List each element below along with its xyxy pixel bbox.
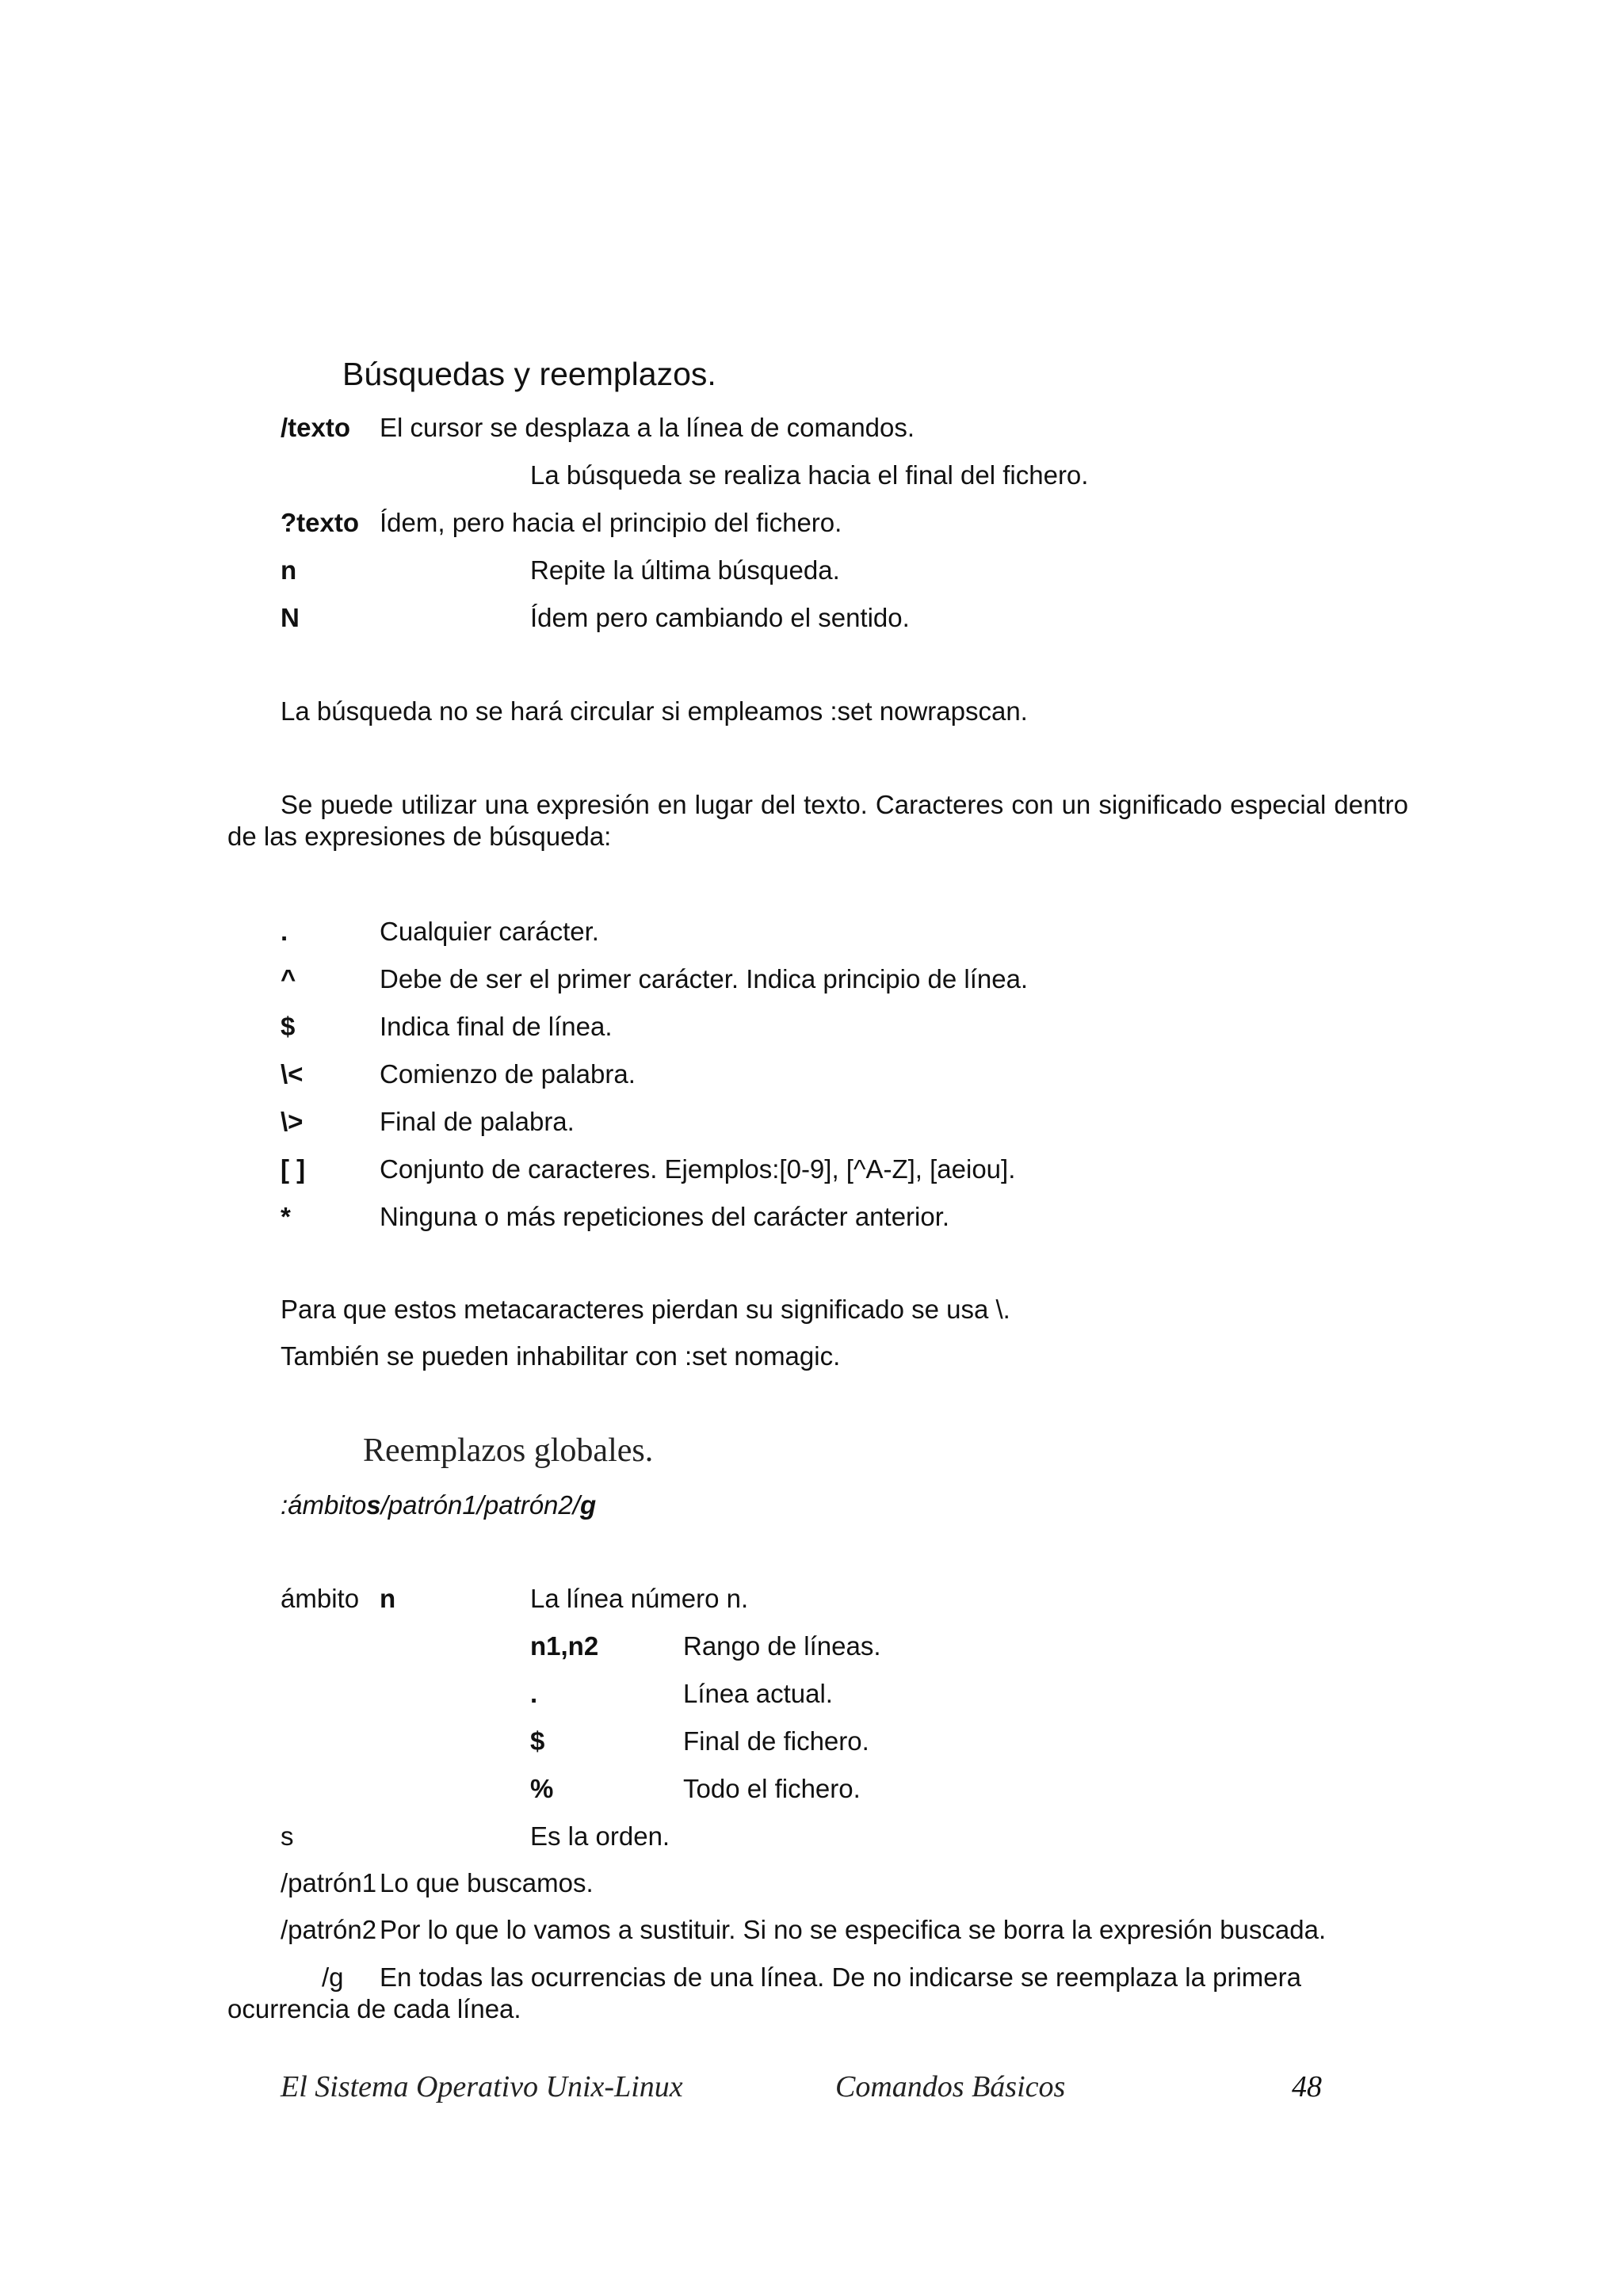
meta-desc-brackets: Conjunto de caracteres. Ejemplos:[0-9], [^A-Z], [aeiou]. xyxy=(380,1154,1016,1184)
ambito-key-range: n1,n2 xyxy=(530,1631,599,1661)
footer-chapter: Comandos Básicos xyxy=(835,2070,1066,2103)
section-title-reemplazos: Reemplazos globales. xyxy=(363,1432,654,1469)
key-texto: /texto xyxy=(281,413,351,442)
footer-book-title: El Sistema Operativo Unix-Linux xyxy=(281,2070,683,2103)
desc-texto-cont: La búsqueda se realiza hacia el final del fichero. xyxy=(530,460,1089,490)
ambito-desc-all: Todo el fichero. xyxy=(683,1774,861,1803)
meta-sym-dollar: $ xyxy=(281,1012,296,1041)
desc-g-line2: ocurrencia de cada línea. xyxy=(227,1994,521,2023)
ambito-key-n: n xyxy=(380,1584,396,1613)
syntax-part-patrones: /patrón1/patrón2/ xyxy=(380,1490,580,1520)
syntax-part-s: s xyxy=(366,1490,381,1520)
ambito-desc-n: La línea número n. xyxy=(530,1584,749,1613)
key-patron1: /patrón1 xyxy=(281,1868,377,1897)
meta-desc-word-end: Final de palabra. xyxy=(380,1107,575,1136)
key-n: n xyxy=(281,555,297,585)
meta-desc-star: Ninguna o más repeticiones del carácter anterior. xyxy=(380,1202,950,1231)
meta-sym-dot: . xyxy=(281,917,288,946)
key-g: /g xyxy=(322,1962,344,1992)
note-nowrapscan: La búsqueda no se hará circular si empleamos :set nowrapscan. xyxy=(281,696,1028,726)
desc-patron2: Por lo que lo vamos a sustituir. Si no se especifica se borra la expresión buscada. xyxy=(380,1915,1327,1944)
syntax-line xyxy=(281,1489,596,1521)
key-patron2: /patrón2 xyxy=(281,1915,377,1944)
key-s: s xyxy=(281,1821,294,1851)
note-nomagic: También se pueden inhabilitar con :set nomagic. xyxy=(281,1341,841,1371)
meta-desc-dot: Cualquier carácter. xyxy=(380,917,599,946)
meta-sym-word-end: \> xyxy=(281,1107,304,1136)
desc-N: Ídem pero cambiando el sentido. xyxy=(530,603,910,632)
meta-desc-word-start: Comienzo de palabra. xyxy=(380,1059,636,1089)
desc-n: Repite la última búsqueda. xyxy=(530,555,840,585)
ambito-desc-range: Rango de líneas. xyxy=(683,1631,881,1661)
key-N: N xyxy=(281,603,300,632)
meta-desc-caret: Debe de ser el primer carácter. Indica principio de línea. xyxy=(380,964,1029,994)
meta-desc-dollar: Indica final de línea. xyxy=(380,1012,613,1041)
syntax-part-g: g xyxy=(579,1490,597,1520)
desc-qtexto: Ídem, pero hacia el principio del fichero. xyxy=(380,508,842,537)
ambito-key-end: $ xyxy=(530,1726,545,1756)
desc-patron1: Lo que buscamos. xyxy=(380,1868,594,1897)
desc-texto: El cursor se desplaza a la línea de comandos. xyxy=(380,413,915,442)
ambito-desc-end: Final de fichero. xyxy=(683,1726,869,1756)
meta-sym-caret: ^ xyxy=(281,964,296,994)
ambito-desc-current: Línea actual. xyxy=(683,1679,833,1708)
meta-sym-word-start: \< xyxy=(281,1059,304,1089)
key-qtexto: ?texto xyxy=(281,508,359,537)
note-escape: Para que estos metacaracteres pierdan su significado se usa \. xyxy=(281,1295,1010,1324)
desc-g-line1: En todas las ocurrencias de una línea. De no indicarse se reemplaza la primera xyxy=(380,1962,1301,1992)
footer-page-number: 48 xyxy=(1292,2070,1322,2103)
desc-s: Es la orden. xyxy=(530,1821,670,1851)
ambito-label: ámbito xyxy=(281,1584,360,1613)
ambito-key-all: % xyxy=(530,1774,554,1803)
paragraph-expresion: Se puede utilizar una expresión en lugar del texto. Caracteres con un significado especial dentro de las expresiones de búsqueda: xyxy=(227,790,1408,851)
meta-sym-brackets: [ ] xyxy=(281,1154,306,1184)
section-title-busquedas: Búsquedas y reemplazos. xyxy=(342,356,716,392)
syntax-part-ambito: :ámbito xyxy=(281,1490,367,1520)
ambito-key-current: . xyxy=(530,1679,538,1708)
meta-sym-star: * xyxy=(281,1202,291,1231)
